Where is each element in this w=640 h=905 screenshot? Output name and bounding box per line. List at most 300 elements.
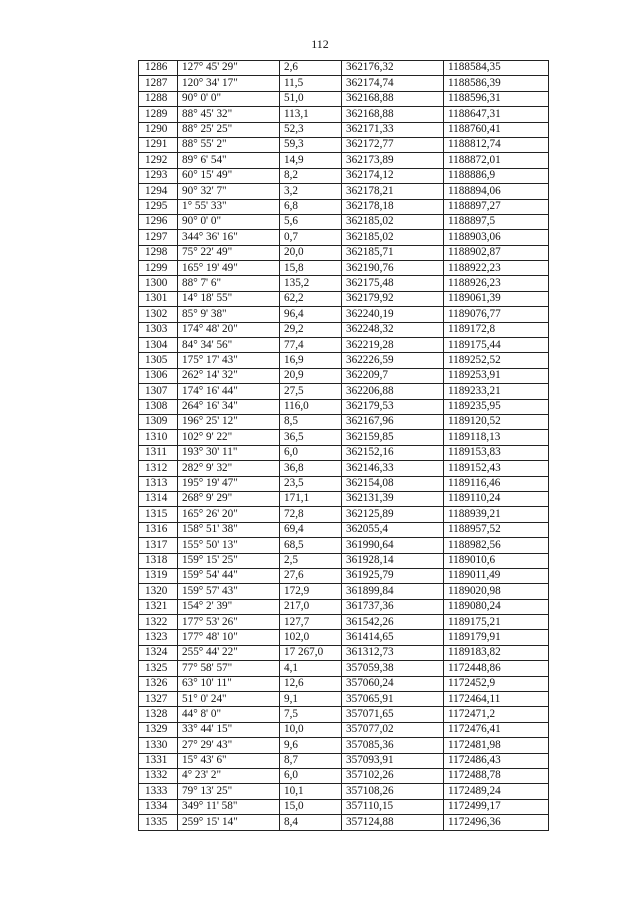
- point-number-cell: 1318: [139, 553, 178, 568]
- distance-cell: 4,1: [280, 661, 342, 676]
- angle-cell: 174° 48' 20": [178, 322, 280, 337]
- y-coordinate-cell: 1189118,13: [444, 430, 549, 445]
- table-row: [139, 507, 549, 522]
- x-coordinate-cell: 357110,15: [342, 799, 444, 814]
- y-coordinate-cell: 1188812,74: [444, 137, 549, 152]
- angle-cell: 63° 10' 11": [178, 676, 280, 691]
- table-row: [139, 661, 549, 676]
- x-coordinate-cell: 362248,32: [342, 322, 444, 337]
- distance-cell: 9,6: [280, 738, 342, 753]
- y-coordinate-cell: 1189179,91: [444, 630, 549, 645]
- point-number-cell: 1306: [139, 368, 178, 383]
- angle-cell: 84° 34' 56": [178, 338, 280, 353]
- x-coordinate-cell: 362154,08: [342, 476, 444, 491]
- angle-cell: 88° 7' 6": [178, 276, 280, 291]
- table-row: [139, 784, 549, 799]
- point-number-cell: 1302: [139, 307, 178, 322]
- x-coordinate-cell: 361928,14: [342, 553, 444, 568]
- page-number: 112: [311, 37, 329, 51]
- y-coordinate-cell: 1188897,27: [444, 199, 549, 214]
- y-coordinate-cell: 1189076,77: [444, 307, 549, 322]
- x-coordinate-cell: 362172,77: [342, 137, 444, 152]
- point-number-cell: 1304: [139, 338, 178, 353]
- angle-cell: 15° 43' 6": [178, 753, 280, 768]
- point-number-cell: 1292: [139, 153, 178, 168]
- table-row: [139, 707, 549, 722]
- angle-cell: 159° 57' 43": [178, 584, 280, 599]
- distance-cell: 20,9: [280, 368, 342, 383]
- y-coordinate-cell: 1189252,52: [444, 353, 549, 368]
- y-coordinate-cell: 1172489,24: [444, 784, 549, 799]
- table-row: [139, 430, 549, 445]
- x-coordinate-cell: 361990,64: [342, 538, 444, 553]
- distance-cell: 62,2: [280, 291, 342, 306]
- y-coordinate-cell: 1188760,41: [444, 122, 549, 137]
- table-row: [139, 184, 549, 199]
- y-coordinate-cell: 1189175,44: [444, 338, 549, 353]
- distance-cell: 3,2: [280, 184, 342, 199]
- distance-cell: 8,4: [280, 815, 342, 830]
- table-row: [139, 199, 549, 214]
- angle-cell: 88° 25' 25": [178, 122, 280, 137]
- angle-cell: 154° 2' 39": [178, 599, 280, 614]
- point-number-cell: 1295: [139, 199, 178, 214]
- y-coordinate-cell: 1172471,2: [444, 707, 549, 722]
- x-coordinate-cell: 362209,7: [342, 368, 444, 383]
- y-coordinate-cell: 1188647,31: [444, 107, 549, 122]
- distance-cell: 52,3: [280, 122, 342, 137]
- point-number-cell: 1312: [139, 461, 178, 476]
- x-coordinate-cell: 357065,91: [342, 692, 444, 707]
- distance-cell: 2,5: [280, 553, 342, 568]
- table-row: [139, 399, 549, 414]
- angle-cell: 193° 30' 11": [178, 445, 280, 460]
- table-row: [139, 414, 549, 429]
- point-number-cell: 1309: [139, 414, 178, 429]
- table-row: [139, 338, 549, 353]
- x-coordinate-cell: 362176,32: [342, 61, 444, 76]
- y-coordinate-cell: 1172486,43: [444, 753, 549, 768]
- angle-cell: 177° 48' 10": [178, 630, 280, 645]
- angle-cell: 196° 25' 12": [178, 414, 280, 429]
- point-number-cell: 1308: [139, 399, 178, 414]
- y-coordinate-cell: 1172448,86: [444, 661, 549, 676]
- distance-cell: 10,0: [280, 722, 342, 737]
- point-number-cell: 1331: [139, 753, 178, 768]
- x-coordinate-cell: 362174,74: [342, 76, 444, 91]
- x-coordinate-cell: 362179,92: [342, 291, 444, 306]
- distance-cell: 72,8: [280, 507, 342, 522]
- y-coordinate-cell: 1188982,56: [444, 538, 549, 553]
- distance-cell: 36,5: [280, 430, 342, 445]
- x-coordinate-cell: 362190,76: [342, 261, 444, 276]
- angle-cell: 14° 18' 55": [178, 291, 280, 306]
- x-coordinate-cell: 357085,36: [342, 738, 444, 753]
- point-number-cell: 1326: [139, 676, 178, 691]
- angle-cell: 165° 26' 20": [178, 507, 280, 522]
- x-coordinate-cell: 362171,33: [342, 122, 444, 137]
- point-number-cell: 1325: [139, 661, 178, 676]
- point-number-cell: 1313: [139, 476, 178, 491]
- angle-cell: 90° 0' 0": [178, 91, 280, 106]
- y-coordinate-cell: 1189120,52: [444, 414, 549, 429]
- x-coordinate-cell: 362125,89: [342, 507, 444, 522]
- angle-cell: 282° 9' 32": [178, 461, 280, 476]
- table-row: [139, 692, 549, 707]
- y-coordinate-cell: 1172488,78: [444, 768, 549, 783]
- angle-cell: 158° 51' 38": [178, 522, 280, 537]
- angle-cell: 195° 19' 47": [178, 476, 280, 491]
- distance-cell: 17 267,0: [280, 645, 342, 660]
- distance-cell: 2,6: [280, 61, 342, 76]
- x-coordinate-cell: 362174,12: [342, 168, 444, 183]
- distance-cell: 96,4: [280, 307, 342, 322]
- distance-cell: 23,5: [280, 476, 342, 491]
- table-row: [139, 799, 549, 814]
- y-coordinate-cell: 1188922,23: [444, 261, 549, 276]
- angle-cell: 89° 6' 54": [178, 153, 280, 168]
- distance-cell: 36,8: [280, 461, 342, 476]
- angle-cell: 102° 9' 22": [178, 430, 280, 445]
- table-row: [139, 630, 549, 645]
- table-row: [139, 568, 549, 583]
- point-number-cell: 1290: [139, 122, 178, 137]
- table-row: [139, 261, 549, 276]
- table-row: [139, 738, 549, 753]
- y-coordinate-cell: 1189080,24: [444, 599, 549, 614]
- distance-cell: 102,0: [280, 630, 342, 645]
- distance-cell: 27,6: [280, 568, 342, 583]
- table-row: [139, 461, 549, 476]
- distance-cell: 8,5: [280, 414, 342, 429]
- x-coordinate-cell: 362131,39: [342, 491, 444, 506]
- distance-cell: 116,0: [280, 399, 342, 414]
- point-number-cell: 1296: [139, 214, 178, 229]
- y-coordinate-cell: 1188897,5: [444, 214, 549, 229]
- x-coordinate-cell: 361925,79: [342, 568, 444, 583]
- point-number-cell: 1329: [139, 722, 178, 737]
- angle-cell: 75° 22' 49": [178, 245, 280, 260]
- y-coordinate-cell: 1189183,82: [444, 645, 549, 660]
- distance-cell: 172,9: [280, 584, 342, 599]
- distance-cell: 127,7: [280, 615, 342, 630]
- angle-cell: 127° 45' 29": [178, 61, 280, 76]
- coordinates-table: [138, 60, 549, 831]
- angle-cell: 262° 14' 32": [178, 368, 280, 383]
- table-row: [139, 584, 549, 599]
- x-coordinate-cell: 361312,73: [342, 645, 444, 660]
- distance-cell: 15,0: [280, 799, 342, 814]
- y-coordinate-cell: 1189175,21: [444, 615, 549, 630]
- distance-cell: 69,4: [280, 522, 342, 537]
- y-coordinate-cell: 1188894,06: [444, 184, 549, 199]
- distance-cell: 10,1: [280, 784, 342, 799]
- point-number-cell: 1288: [139, 91, 178, 106]
- y-coordinate-cell: 1189020,98: [444, 584, 549, 599]
- angle-cell: 259° 15' 14": [178, 815, 280, 830]
- point-number-cell: 1335: [139, 815, 178, 830]
- table-row: [139, 122, 549, 137]
- y-coordinate-cell: 1188586,39: [444, 76, 549, 91]
- y-coordinate-cell: 1189061,39: [444, 291, 549, 306]
- y-coordinate-cell: 1188872,01: [444, 153, 549, 168]
- distance-cell: 5,6: [280, 214, 342, 229]
- table-row: [139, 599, 549, 614]
- point-number-cell: 1301: [139, 291, 178, 306]
- x-coordinate-cell: 362168,88: [342, 91, 444, 106]
- point-number-cell: 1315: [139, 507, 178, 522]
- table-row: [139, 384, 549, 399]
- table-row: [139, 245, 549, 260]
- table-row: [139, 768, 549, 783]
- point-number-cell: 1332: [139, 768, 178, 783]
- distance-cell: 7,5: [280, 707, 342, 722]
- table-row: [139, 214, 549, 229]
- point-number-cell: 1311: [139, 445, 178, 460]
- table-row: [139, 76, 549, 91]
- point-number-cell: 1327: [139, 692, 178, 707]
- distance-cell: 14,9: [280, 153, 342, 168]
- y-coordinate-cell: 1189152,43: [444, 461, 549, 476]
- distance-cell: 27,5: [280, 384, 342, 399]
- x-coordinate-cell: 361542,26: [342, 615, 444, 630]
- point-number-cell: 1286: [139, 61, 178, 76]
- point-number-cell: 1317: [139, 538, 178, 553]
- point-number-cell: 1333: [139, 784, 178, 799]
- point-number-cell: 1300: [139, 276, 178, 291]
- table-row: [139, 230, 549, 245]
- x-coordinate-cell: 362152,16: [342, 445, 444, 460]
- distance-cell: 29,2: [280, 322, 342, 337]
- angle-cell: 1° 55' 33": [178, 199, 280, 214]
- point-number-cell: 1321: [139, 599, 178, 614]
- point-number-cell: 1303: [139, 322, 178, 337]
- x-coordinate-cell: 362173,89: [342, 153, 444, 168]
- table-row: [139, 368, 549, 383]
- table-row: [139, 276, 549, 291]
- point-number-cell: 1310: [139, 430, 178, 445]
- y-coordinate-cell: 1188926,23: [444, 276, 549, 291]
- point-number-cell: 1297: [139, 230, 178, 245]
- x-coordinate-cell: 357108,26: [342, 784, 444, 799]
- y-coordinate-cell: 1172481,98: [444, 738, 549, 753]
- y-coordinate-cell: 1189011,49: [444, 568, 549, 583]
- y-coordinate-cell: 1188886,9: [444, 168, 549, 183]
- x-coordinate-cell: 362206,88: [342, 384, 444, 399]
- point-number-cell: 1319: [139, 568, 178, 583]
- distance-cell: 135,2: [280, 276, 342, 291]
- point-number-cell: 1289: [139, 107, 178, 122]
- angle-cell: 60° 15' 49": [178, 168, 280, 183]
- point-number-cell: 1314: [139, 491, 178, 506]
- angle-cell: 177° 53' 26": [178, 615, 280, 630]
- angle-cell: 120° 34' 17": [178, 76, 280, 91]
- x-coordinate-cell: 357093,91: [342, 753, 444, 768]
- angle-cell: 79° 13' 25": [178, 784, 280, 799]
- angle-cell: 174° 16' 44": [178, 384, 280, 399]
- y-coordinate-cell: 1172464,11: [444, 692, 549, 707]
- angle-cell: 51° 0' 24": [178, 692, 280, 707]
- point-number-cell: 1298: [139, 245, 178, 260]
- distance-cell: 6,0: [280, 768, 342, 783]
- x-coordinate-cell: 357077,02: [342, 722, 444, 737]
- table-row: [139, 615, 549, 630]
- point-number-cell: 1328: [139, 707, 178, 722]
- point-number-cell: 1320: [139, 584, 178, 599]
- angle-cell: 88° 45' 32": [178, 107, 280, 122]
- distance-cell: 113,1: [280, 107, 342, 122]
- y-coordinate-cell: 1172496,36: [444, 815, 549, 830]
- angle-cell: 90° 0' 0": [178, 214, 280, 229]
- table-row: [139, 61, 549, 76]
- y-coordinate-cell: 1189253,91: [444, 368, 549, 383]
- angle-cell: 349° 11' 58": [178, 799, 280, 814]
- y-coordinate-cell: 1188902,87: [444, 245, 549, 260]
- point-number-cell: 1323: [139, 630, 178, 645]
- angle-cell: 4° 23' 2": [178, 768, 280, 783]
- table-row: [139, 445, 549, 460]
- table-row: [139, 353, 549, 368]
- y-coordinate-cell: 1189116,46: [444, 476, 549, 491]
- x-coordinate-cell: 361899,84: [342, 584, 444, 599]
- angle-cell: 344° 36' 16": [178, 230, 280, 245]
- x-coordinate-cell: 361414,65: [342, 630, 444, 645]
- angle-cell: 77° 58' 57": [178, 661, 280, 676]
- x-coordinate-cell: 357102,26: [342, 768, 444, 783]
- x-coordinate-cell: 362240,19: [342, 307, 444, 322]
- y-coordinate-cell: 1189235,95: [444, 399, 549, 414]
- x-coordinate-cell: 357124,88: [342, 815, 444, 830]
- angle-cell: 159° 15' 25": [178, 553, 280, 568]
- x-coordinate-cell: 362055,4: [342, 522, 444, 537]
- table-row: [139, 522, 549, 537]
- table-row: [139, 107, 549, 122]
- angle-cell: 88° 55' 2": [178, 137, 280, 152]
- x-coordinate-cell: 362185,02: [342, 230, 444, 245]
- x-coordinate-cell: 362175,48: [342, 276, 444, 291]
- point-number-cell: 1334: [139, 799, 178, 814]
- y-coordinate-cell: 1172499,17: [444, 799, 549, 814]
- angle-cell: 255° 44' 22": [178, 645, 280, 660]
- y-coordinate-cell: 1189233,21: [444, 384, 549, 399]
- angle-cell: 33° 44' 15": [178, 722, 280, 737]
- point-number-cell: 1305: [139, 353, 178, 368]
- point-number-cell: 1287: [139, 76, 178, 91]
- angle-cell: 44° 8' 0": [178, 707, 280, 722]
- angle-cell: 155° 50' 13": [178, 538, 280, 553]
- angle-cell: 175° 17' 43": [178, 353, 280, 368]
- y-coordinate-cell: 1189110,24: [444, 491, 549, 506]
- point-number-cell: 1316: [139, 522, 178, 537]
- distance-cell: 51,0: [280, 91, 342, 106]
- distance-cell: 12,6: [280, 676, 342, 691]
- x-coordinate-cell: 357059,38: [342, 661, 444, 676]
- angle-cell: 159° 54' 44": [178, 568, 280, 583]
- y-coordinate-cell: 1188903,06: [444, 230, 549, 245]
- table-row: [139, 722, 549, 737]
- table-row: [139, 815, 549, 830]
- x-coordinate-cell: 362146,33: [342, 461, 444, 476]
- table-row: [139, 491, 549, 506]
- table-row: [139, 676, 549, 691]
- x-coordinate-cell: 362226,59: [342, 353, 444, 368]
- angle-cell: 85° 9' 38": [178, 307, 280, 322]
- table-row: [139, 476, 549, 491]
- x-coordinate-cell: 362219,28: [342, 338, 444, 353]
- x-coordinate-cell: 362185,02: [342, 214, 444, 229]
- table-row: [139, 91, 549, 106]
- point-number-cell: 1294: [139, 184, 178, 199]
- point-number-cell: 1307: [139, 384, 178, 399]
- distance-cell: 9,1: [280, 692, 342, 707]
- table-row: [139, 753, 549, 768]
- y-coordinate-cell: 1189010,6: [444, 553, 549, 568]
- distance-cell: 6,8: [280, 199, 342, 214]
- x-coordinate-cell: 362167,96: [342, 414, 444, 429]
- point-number-cell: 1291: [139, 137, 178, 152]
- table-row: [139, 168, 549, 183]
- distance-cell: 0,7: [280, 230, 342, 245]
- x-coordinate-cell: 362178,18: [342, 199, 444, 214]
- distance-cell: 68,5: [280, 538, 342, 553]
- table-row: [139, 153, 549, 168]
- distance-cell: 6,0: [280, 445, 342, 460]
- distance-cell: 11,5: [280, 76, 342, 91]
- x-coordinate-cell: 362159,85: [342, 430, 444, 445]
- x-coordinate-cell: 362185,71: [342, 245, 444, 260]
- y-coordinate-cell: 1188957,52: [444, 522, 549, 537]
- x-coordinate-cell: 362168,88: [342, 107, 444, 122]
- y-coordinate-cell: 1172476,41: [444, 722, 549, 737]
- table-row: [139, 553, 549, 568]
- point-number-cell: 1299: [139, 261, 178, 276]
- table-row: [139, 538, 549, 553]
- x-coordinate-cell: 357060,24: [342, 676, 444, 691]
- distance-cell: 8,2: [280, 168, 342, 183]
- distance-cell: 59,3: [280, 137, 342, 152]
- angle-cell: 90° 32' 7": [178, 184, 280, 199]
- point-number-cell: 1324: [139, 645, 178, 660]
- point-number-cell: 1322: [139, 615, 178, 630]
- table-row: [139, 291, 549, 306]
- x-coordinate-cell: 362179,53: [342, 399, 444, 414]
- point-number-cell: 1330: [139, 738, 178, 753]
- angle-cell: 268° 9' 29": [178, 491, 280, 506]
- distance-cell: 217,0: [280, 599, 342, 614]
- y-coordinate-cell: 1172452,9: [444, 676, 549, 691]
- angle-cell: 165° 19' 49": [178, 261, 280, 276]
- distance-cell: 8,7: [280, 753, 342, 768]
- x-coordinate-cell: 362178,21: [342, 184, 444, 199]
- table-row: [139, 645, 549, 660]
- y-coordinate-cell: 1188584,35: [444, 61, 549, 76]
- distance-cell: 15,8: [280, 261, 342, 276]
- point-number-cell: 1293: [139, 168, 178, 183]
- y-coordinate-cell: 1189153,83: [444, 445, 549, 460]
- y-coordinate-cell: 1189172,8: [444, 322, 549, 337]
- distance-cell: 77,4: [280, 338, 342, 353]
- table-row: [139, 307, 549, 322]
- table-body: [139, 61, 549, 831]
- table-row: [139, 137, 549, 152]
- x-coordinate-cell: 361737,36: [342, 599, 444, 614]
- distance-cell: 20,0: [280, 245, 342, 260]
- x-coordinate-cell: 357071,65: [342, 707, 444, 722]
- distance-cell: 171,1: [280, 491, 342, 506]
- angle-cell: 264° 16' 34": [178, 399, 280, 414]
- distance-cell: 16,9: [280, 353, 342, 368]
- y-coordinate-cell: 1188596,31: [444, 91, 549, 106]
